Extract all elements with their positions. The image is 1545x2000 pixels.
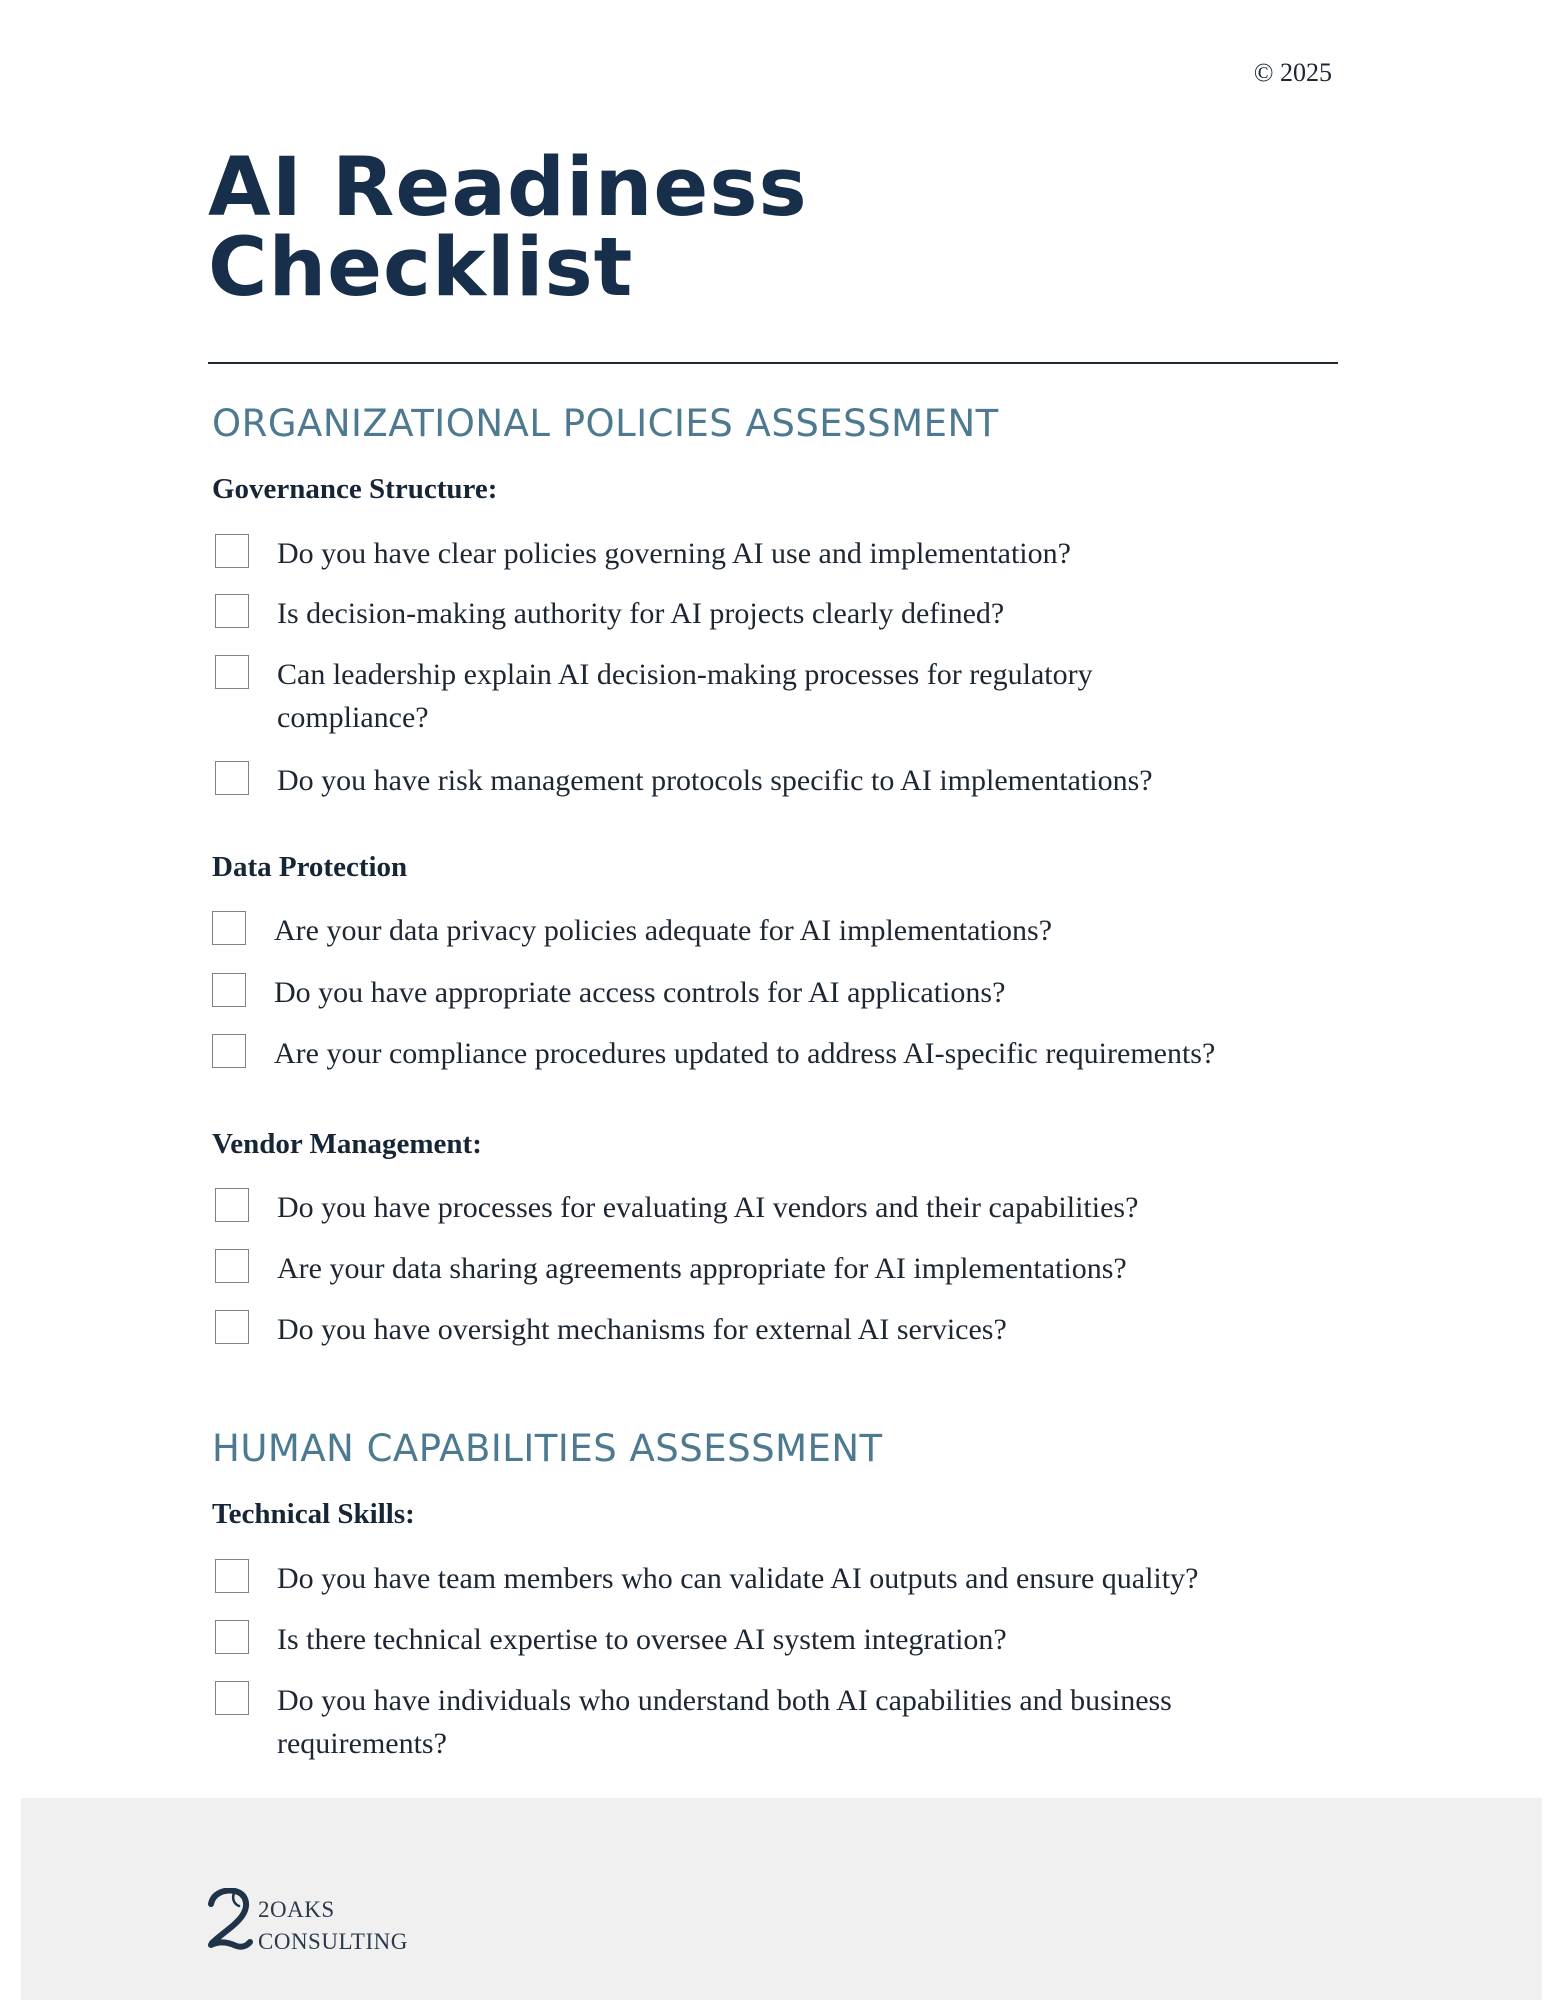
checklist-item-text: Are your compliance procedures updated to address AI-specific requirements?: [274, 1037, 1216, 1070]
checkbox[interactable]: [215, 761, 249, 795]
checklist-item: [215, 653, 1227, 739]
checklist-item-text: Is there technical expertise to oversee AI system integration?: [277, 1623, 1007, 1656]
footer: [21, 1798, 1542, 2000]
section-heading: HUMAN CAPABILITIES ASSESSMENT: [212, 1427, 883, 1470]
checklist-item-text: Do you have processes for evaluating AI vendors and their capabilities?: [277, 1191, 1139, 1224]
section-heading: ORGANIZATIONAL POLICIES ASSESSMENT: [212, 402, 999, 445]
checklist-item: [215, 532, 1317, 575]
group-label-data-protection: [212, 851, 1342, 884]
group-label-governance: [212, 473, 1342, 506]
checkbox[interactable]: [215, 534, 249, 568]
checklist-item: [215, 1679, 1307, 1765]
company-name-line-2: CONSULTING: [258, 1929, 408, 1954]
checklist-item: [215, 1557, 1317, 1600]
checkbox[interactable]: [212, 911, 246, 945]
checklist-item: [212, 1032, 1314, 1075]
company-name: [258, 1894, 408, 1958]
checklist-item: [215, 1308, 1317, 1351]
checklist-item: [212, 909, 1314, 952]
checkbox[interactable]: [215, 594, 249, 628]
title-divider: [208, 362, 1338, 364]
copyright-notice: © 2025: [1253, 58, 1332, 87]
checkbox[interactable]: [215, 1620, 249, 1654]
checklist-item-text: Do you have appropriate access controls for AI applications?: [274, 976, 1006, 1009]
checklist-item: [215, 759, 1317, 802]
page-title: [208, 141, 808, 315]
group-label: Vendor Management:: [212, 1128, 482, 1160]
checkbox[interactable]: [215, 655, 249, 689]
checkbox[interactable]: [212, 973, 246, 1007]
checklist-item-text: Do you have oversight mechanisms for external AI services?: [277, 1313, 1007, 1346]
company-name-line-1: 2OAKS: [258, 1897, 335, 1922]
group-label-vendor-management: [212, 1128, 1342, 1161]
group-label: Governance Structure:: [212, 473, 498, 505]
checkbox[interactable]: [215, 1559, 249, 1593]
page-title-line-2: Checklist: [208, 221, 634, 315]
checklist-item: [212, 971, 1314, 1014]
checklist-item: [215, 1618, 1317, 1661]
checklist-item-text: Do you have individuals who understand both AI capabilities and business requirements?: [277, 1684, 1172, 1760]
group-label: Technical Skills:: [212, 1498, 415, 1530]
checklist-item-text: Are your data privacy policies adequate for AI implementations?: [274, 914, 1053, 947]
checkbox[interactable]: [215, 1681, 249, 1715]
group-label-technical-skills: [212, 1498, 1342, 1531]
checklist-item: [215, 1247, 1317, 1290]
checklist-item-text: Do you have clear policies governing AI use and implementation?: [277, 537, 1071, 570]
checklist-item-text: Is decision-making authority for AI projects clearly defined?: [277, 597, 1005, 630]
checkbox[interactable]: [215, 1310, 249, 1344]
checklist-item: [215, 592, 1317, 635]
checklist-item-text: Do you have team members who can validate AI outputs and ensure quality?: [277, 1562, 1199, 1595]
checkbox[interactable]: [212, 1034, 246, 1068]
checkbox[interactable]: [215, 1249, 249, 1283]
2oaks-logo-icon: [205, 1888, 255, 1950]
checkbox[interactable]: [215, 1188, 249, 1222]
checklist-item-text: Do you have risk management protocols specific to AI implementations?: [277, 764, 1153, 797]
page-title-line-1: AI Readiness: [208, 141, 808, 235]
section-human-capabilities: [212, 1427, 1342, 1470]
checklist-item: [215, 1186, 1317, 1229]
group-label: Data Protection: [212, 851, 408, 883]
section-organizational-policies: [212, 402, 1342, 445]
checklist-item-text: Can leadership explain AI decision-making processes for regulatory compliance?: [277, 658, 1093, 734]
checklist-item-text: Are your data sharing agreements appropriate for AI implementations?: [277, 1252, 1127, 1285]
